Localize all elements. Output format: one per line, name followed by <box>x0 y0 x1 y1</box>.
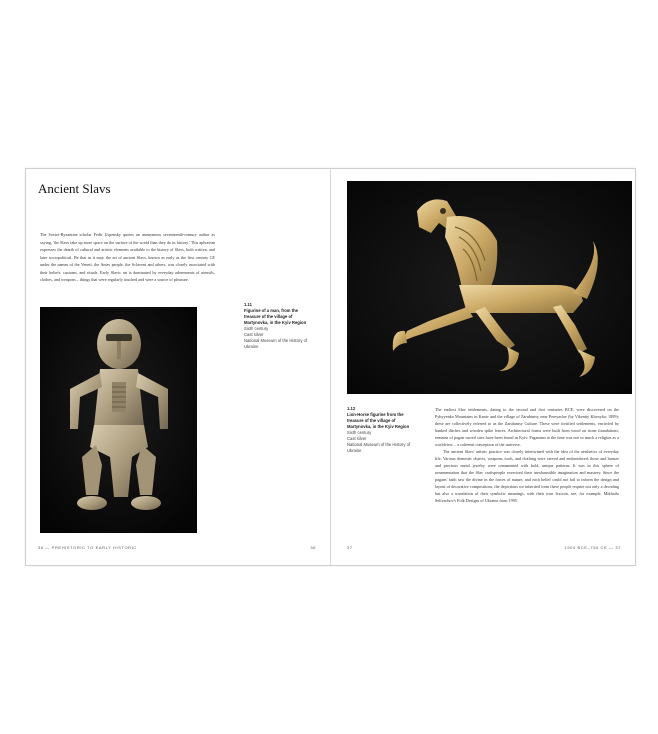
lion-horse-image <box>347 181 632 394</box>
page-number-right: 37 <box>347 545 353 550</box>
figure-caption-1-11 <box>244 302 308 350</box>
caption-medium: Cast silver <box>347 436 367 441</box>
page-number-left: 36 <box>310 545 316 550</box>
caption-title: Lion-Horse figurine from the treasure of the village of Martynovka, in the Kyiv Region <box>347 412 410 429</box>
caption-date: Sixth century <box>244 326 269 331</box>
figure-caption-1-12 <box>347 406 411 454</box>
running-footer-right: 1500 BCE–750 CE — 37 <box>564 545 621 550</box>
running-footer-left: 36 — PREHISTORIC TO EARLY HISTORIC <box>38 545 137 550</box>
caption-number: 1.11 <box>244 302 252 307</box>
caption-collection: National Museum of the History of Ukraine <box>244 338 308 349</box>
caption-number: 1.12 <box>347 406 356 411</box>
intro-paragraph: The Soviet-Byzantine scholar Fedir Uspensky quotes an anonymous seventeenth-century author as saying, 'the Slavs take up more space on the surface of the world than they do in history.' This aphorism expresses the dearth of cultural and artistic elements available to the history of Slavs, both written, and later sociopolitical. Be that as it may, the art of ancient Slavs, known as early as the first century CE under the names of the Veneti, the Antes people, the Sclaveni and others, was closely associated with their beliefs, customs, and rituals. Early Slavic art is dominated by everyday adornments of utensils, clothes, and weapons – things that were regularly touched and were a source of pleasure. <box>40 232 215 282</box>
caption-date: Sixth century <box>347 430 372 435</box>
caption-medium: Cast silver <box>244 332 264 337</box>
caption-title: Figurine of a man, from the treasure of the village of Martynovka, in the Kyiv Region <box>244 308 307 325</box>
chapter-heading: Ancient Slavs <box>38 181 111 196</box>
body-paragraph: The earliest Slav settlements, dating to the second and first centuries BCE, were discovered on the Pyhyyenko Mountains in Kaniv and the village of Zarubintsy near Pereyaslav (by Vikentiy Khvoyka, 1899); these are collectively referred to as the Zarubintsy Culture. These were fortified settlements, encircled by banked ditches and wooden spike fences. Architectural forms were built from wood on stone foundations; remains of pagan sacred sites have been found in Kyiv. Paganism at the time was not so much a religion as a worldview – a coherent conception of the universe. <box>435 407 619 447</box>
body-paragraph: The ancient Slavs' artistic practice was closely intertwined with the idea of the aesthetics of everyday life. Various domestic objects, weapons, tools, and clothing were carved and embroidered; those and bronze and precious metal jewelry were ornamented with bold, unique patterns. It was in this sphere of ornamentation that the Slav craftspeople exercised their inexhaustible imagination and mastery. Since the pagans' faith saw the divine in the forces of nature, and each belief could not fail to inform the design and layout of decorative compositions, the depictions we inherited from these people require not only a decoding but also a translation of their symbolic meanings, with their own lexicon, see, for example, Mikhailo Selivachov's Folk Designs of Ukraine from 1995. <box>435 449 619 503</box>
left-page <box>26 169 330 565</box>
body-text <box>435 406 619 504</box>
caption-collection: National Museum of the History of Ukraine <box>347 442 411 453</box>
figurine-man-image <box>40 307 197 533</box>
figurine-man-photo <box>40 307 197 533</box>
right-page <box>331 169 635 565</box>
lion-horse-photo <box>347 181 632 394</box>
book-spread <box>25 168 636 566</box>
